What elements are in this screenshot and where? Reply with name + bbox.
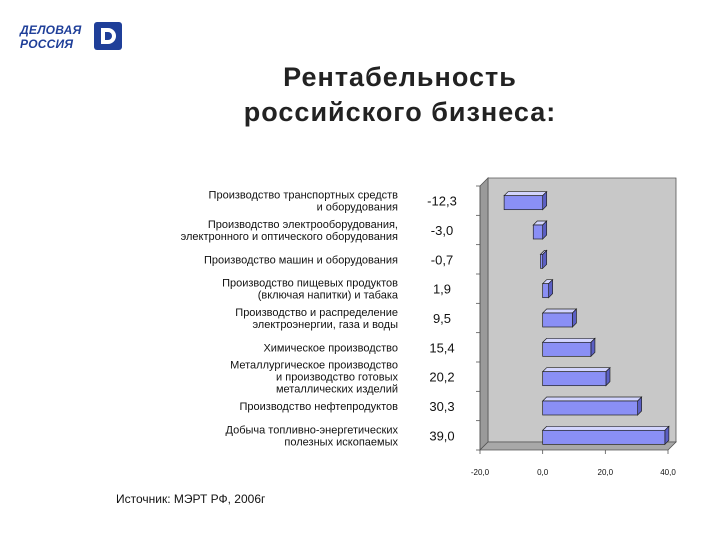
bar-front-face [533, 225, 542, 239]
category-label-line: Производство транспортных средств [208, 189, 398, 202]
logo-line-2: РОССИЯ [20, 37, 74, 51]
category-label-line: электроэнергии, газа и воды [252, 319, 398, 331]
category-label [230, 360, 398, 396]
bar-front-face [504, 196, 543, 210]
bar-1 [504, 192, 547, 210]
category-label-line: Производство нефтепродуктов [239, 401, 398, 413]
x-tick-label: 40,0 [660, 468, 676, 477]
category-label [226, 424, 399, 448]
bar-front-face [543, 313, 573, 327]
bar-5 [543, 309, 577, 327]
bar-6 [543, 338, 595, 356]
category-label-line: Металлургическое производство [230, 359, 398, 372]
chart-side-wall [480, 178, 488, 450]
value-label: 9,5 [432, 311, 452, 326]
value-label: 39,0 [429, 428, 455, 444]
category-label-line: Производство машин и оборудования [204, 254, 398, 267]
category-label [235, 307, 398, 331]
category-label-line: Добыча топливно-энергетических [225, 424, 398, 437]
bar-4 [543, 280, 553, 298]
category-label-line: Производство и распределение [235, 307, 398, 319]
bar-top-face [543, 397, 642, 401]
category-label-line: (включая напитки) и табака [257, 289, 398, 302]
bar-top-face [543, 368, 610, 372]
value-label: -3,0 [430, 223, 454, 238]
category-label [240, 401, 399, 413]
category-label-line: Химическое производство [263, 342, 398, 355]
category-label-line: электронного и оптического оборудования [180, 231, 398, 243]
bar-front-face [543, 430, 665, 444]
bar-3 [540, 250, 546, 268]
value-label: 20,2 [429, 369, 455, 385]
category-label-line: Производство пищевых продуктов [222, 277, 398, 290]
category-label-line: Производство электрооборудования, [207, 219, 398, 231]
category-label-line: и оборудования [316, 201, 398, 214]
source-note: Источник: МЭРТ РФ, 2006г [116, 492, 266, 506]
chart-title-line-1: Рентабельность [283, 62, 517, 92]
category-label [204, 254, 398, 266]
x-tick-label: 20,0 [597, 468, 614, 477]
category-label [181, 219, 398, 243]
bar-top-face [543, 338, 595, 342]
bar-7 [543, 368, 610, 386]
bar-8 [543, 397, 642, 415]
bar-front-face [543, 401, 638, 415]
category-label [209, 190, 399, 214]
category-label [263, 342, 398, 354]
bar-2 [533, 221, 546, 239]
bar-front-face [543, 372, 606, 386]
value-label: 15,4 [429, 340, 455, 356]
category-label-line: полезных ископаемых [284, 436, 398, 449]
bar-front-face [543, 342, 591, 356]
category-label-line: и производство готовых [276, 371, 398, 384]
value-label: -12,3 [427, 193, 457, 209]
bar-9 [543, 426, 669, 444]
bar-front-face [543, 284, 549, 298]
value-label: 30,3 [429, 399, 455, 414]
value-label: 1,9 [432, 281, 452, 297]
category-label [222, 278, 399, 302]
bar-top-face [504, 192, 547, 196]
value-label: -0,7 [430, 252, 454, 268]
category-label-line: металлических изделий [275, 383, 398, 396]
x-tick-label: -20,0 [470, 468, 490, 477]
bar-top-face [543, 309, 577, 313]
bar-top-face [543, 426, 669, 430]
bar-front-face [540, 254, 542, 268]
logo-line-1: ДЕЛОВАЯ [20, 23, 82, 37]
x-tick-label: 0,0 [537, 468, 549, 477]
chart-title-line-2: российского бизнеса: [243, 97, 557, 127]
